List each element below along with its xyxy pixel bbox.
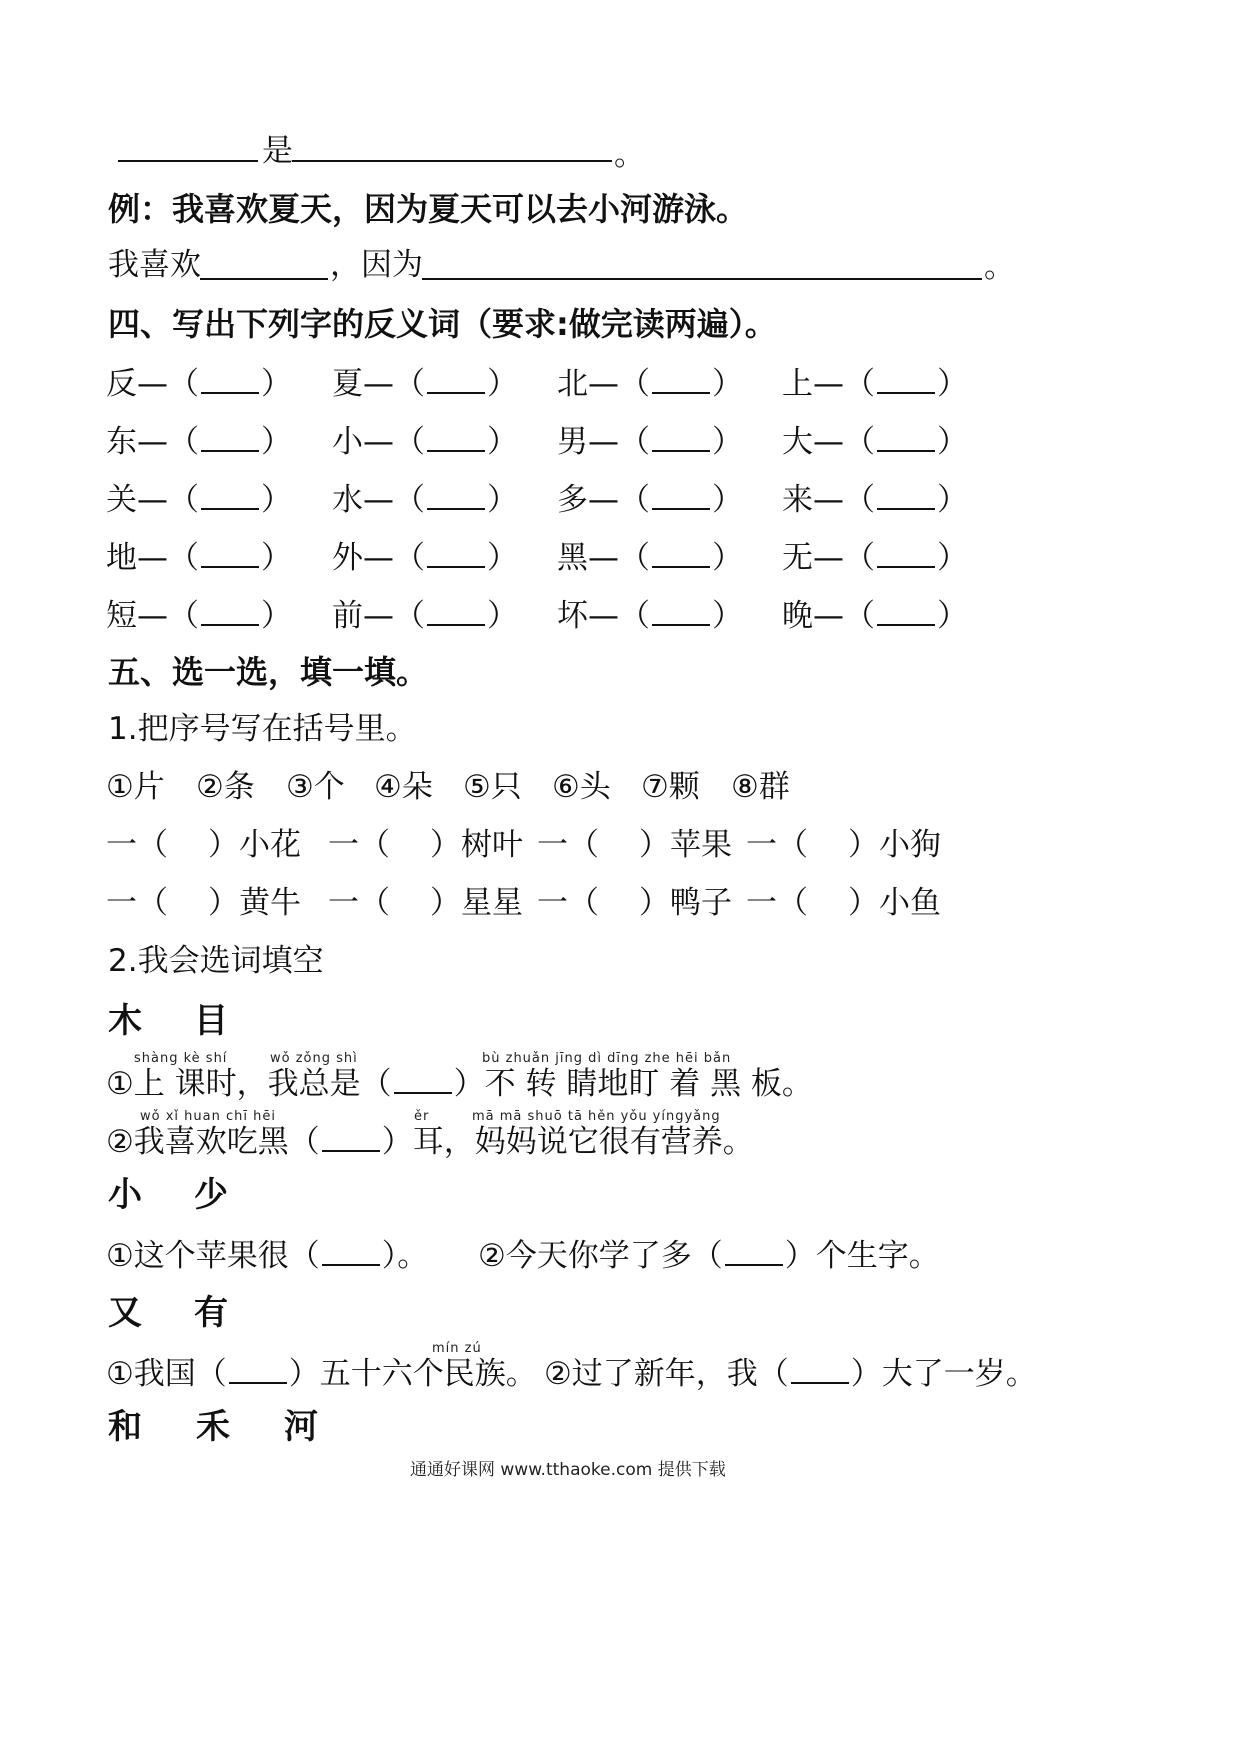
antonym-item	[106, 424, 292, 458]
one-char: 一	[106, 885, 137, 921]
paren: ）	[712, 540, 743, 576]
paren: ）	[487, 540, 518, 576]
paren: （	[619, 366, 650, 402]
fill-blank-you-1[interactable]	[229, 1356, 287, 1384]
antonym-char: 水	[332, 482, 363, 518]
antonym-item	[332, 540, 518, 574]
measure-word-item	[106, 827, 301, 863]
antonym-item	[782, 424, 968, 458]
sentence-mu-1-c: 不 转 睛地盯 着 黑 板。	[484, 1066, 813, 1102]
one-char: 一	[106, 827, 137, 863]
antonym-dash: —	[588, 424, 619, 460]
one-char: 一	[746, 885, 777, 921]
paren: ）	[261, 598, 292, 634]
antonym-blank[interactable]	[201, 598, 259, 626]
antonym-char: 大	[782, 424, 813, 460]
antonym-blank[interactable]	[427, 482, 485, 510]
word-mu: 木	[108, 1001, 142, 1041]
antonym-item	[557, 598, 743, 632]
antonym-blank[interactable]	[877, 424, 935, 452]
antonym-char: 坏	[557, 598, 588, 634]
fill-blank-mu-1[interactable]	[394, 1066, 452, 1094]
section4-title: 四、写出下列字的反义词（要求:做完读两遍）。	[108, 305, 777, 343]
antonym-blank[interactable]	[652, 424, 710, 452]
like-prefix: 我喜欢	[108, 247, 201, 283]
one-char: 一	[537, 827, 568, 863]
measure-word-option: ⑧群	[731, 769, 790, 805]
antonym-char: 男	[557, 424, 588, 460]
paren: （	[168, 598, 199, 634]
antonym-dash: —	[137, 482, 168, 518]
paren: ）	[208, 827, 239, 863]
antonym-dash: —	[363, 598, 394, 634]
paren: （	[777, 827, 808, 863]
measure-word-option: ⑦颗	[641, 769, 700, 805]
because-text: ，因为	[330, 247, 423, 283]
antonym-dash: —	[363, 366, 394, 402]
noun-word: 小狗	[879, 827, 941, 863]
paren: ）	[639, 885, 670, 921]
paren: ）	[261, 482, 292, 518]
paren: ）	[430, 885, 461, 921]
paren: （	[568, 885, 599, 921]
paren: ）	[261, 366, 292, 402]
antonym-blank[interactable]	[877, 482, 935, 510]
antonym-char: 夏	[332, 366, 363, 402]
pinyin-1b: wǒ zǒng shì	[270, 1051, 358, 1066]
pinyin-1a: shàng kè shí	[134, 1051, 228, 1066]
sentence-mu-2-c: 耳，妈妈说它很有营养。	[412, 1124, 754, 1160]
section5-title: 五、选一选，填一填。	[108, 653, 429, 691]
measure-word-option: ⑤只	[463, 769, 522, 805]
pinyin-2b: ěr	[414, 1109, 430, 1124]
antonym-item	[106, 366, 292, 400]
fill-blank-xiao-2[interactable]	[725, 1238, 783, 1266]
antonym-dash: —	[137, 366, 168, 402]
word-mu-eye: 目	[194, 1001, 228, 1041]
antonym-blank[interactable]	[427, 540, 485, 568]
antonym-dash: —	[137, 424, 168, 460]
antonym-char: 东	[106, 424, 137, 460]
fill-blank-mu-2[interactable]	[322, 1124, 380, 1152]
antonym-dash: —	[813, 366, 844, 402]
paren: ）	[430, 827, 461, 863]
paren: ）	[937, 424, 968, 460]
antonym-blank[interactable]	[652, 598, 710, 626]
pinyin-minzu: mín zú	[432, 1341, 482, 1356]
paren: （	[619, 424, 650, 460]
paren: ）	[712, 424, 743, 460]
antonym-item	[557, 366, 743, 400]
antonym-dash: —	[813, 482, 844, 518]
antonym-char: 小	[332, 424, 363, 460]
sentence-xiao-2-a: ②今天你学了多	[478, 1238, 692, 1274]
antonym-char: 外	[332, 540, 363, 576]
pinyin-2c: mā mā shuō tā hěn yǒu yíngyǎng	[472, 1109, 721, 1124]
paren: ）	[487, 598, 518, 634]
one-char: 一	[537, 885, 568, 921]
paren: ）	[848, 827, 879, 863]
word-he-and: 和	[108, 1407, 142, 1447]
measure-word-option: ③个	[286, 769, 345, 805]
antonym-blank[interactable]	[427, 424, 485, 452]
paren: ）	[937, 598, 968, 634]
sentence-xiao-2-b: 个生字。	[815, 1238, 940, 1274]
antonym-item	[557, 482, 743, 516]
paren: （	[844, 540, 875, 576]
sentence-xiao-1-a: ①这个苹果很	[106, 1238, 289, 1274]
antonym-char: 地	[106, 540, 137, 576]
paren: （	[168, 482, 199, 518]
noun-word: 小鱼	[879, 885, 941, 921]
antonym-dash: —	[363, 424, 394, 460]
antonym-dash: —	[813, 540, 844, 576]
fill-blank-you-2[interactable]	[791, 1356, 849, 1384]
antonym-dash: —	[363, 482, 394, 518]
paren: （	[844, 482, 875, 518]
antonym-blank[interactable]	[201, 366, 259, 394]
antonym-dash: —	[588, 482, 619, 518]
paren: （	[168, 540, 199, 576]
word-he-grain: 禾	[196, 1407, 230, 1447]
measure-word-item	[746, 827, 941, 863]
sentence-you-1-a: ①我国	[106, 1356, 196, 1392]
noun-word: 鸭子	[670, 885, 732, 921]
paren: （	[394, 482, 425, 518]
paren: （	[168, 366, 199, 402]
sentence-xiao-2: ②今天你学了多（ ）个生字。	[478, 1238, 940, 1274]
noun-word: 黄牛	[239, 885, 301, 921]
measure-word-item	[537, 885, 732, 921]
antonym-blank[interactable]	[877, 540, 935, 568]
paren: （	[394, 598, 425, 634]
paren: （	[619, 482, 650, 518]
antonym-blank[interactable]	[877, 366, 935, 394]
antonym-blank[interactable]	[201, 540, 259, 568]
antonym-blank[interactable]	[201, 424, 259, 452]
q2-instruction: 2.我会选词填空	[108, 943, 324, 979]
antonym-blank[interactable]	[877, 598, 935, 626]
one-char: 一	[328, 827, 359, 863]
sentence-you-2: ②过了新年，我（ ）大了一岁。	[544, 1356, 1037, 1392]
antonym-blank[interactable]	[427, 598, 485, 626]
antonym-blank[interactable]	[652, 482, 710, 510]
word-shao: 少	[194, 1175, 228, 1215]
measure-word-item	[106, 885, 301, 921]
antonym-char: 短	[106, 598, 137, 634]
paren: ）	[712, 598, 743, 634]
noun-word: 树叶	[461, 827, 523, 863]
word-xiao: 小	[108, 1175, 142, 1215]
word-you-have: 有	[194, 1293, 228, 1333]
paren: ）	[712, 482, 743, 518]
antonym-dash: —	[363, 540, 394, 576]
antonym-char: 关	[106, 482, 137, 518]
text-shi: 是	[262, 133, 293, 169]
pinyin-2a: wǒ xǐ huan chī hēi	[140, 1109, 276, 1124]
paren: （	[359, 827, 390, 863]
antonym-item	[332, 366, 518, 400]
antonym-blank[interactable]	[427, 366, 485, 394]
antonym-char: 前	[332, 598, 363, 634]
antonym-item	[332, 482, 518, 516]
antonym-item	[332, 598, 518, 632]
sentence-xiao-1-b: 。	[397, 1238, 429, 1274]
paren: （	[137, 885, 168, 921]
sentence-mu-2-b: 我喜欢吃黑	[133, 1124, 289, 1160]
period-2: 。	[984, 249, 1015, 285]
measure-word-option: ④朵	[374, 769, 433, 805]
paren: （	[394, 424, 425, 460]
period-1: 。	[614, 137, 645, 173]
antonym-item	[557, 540, 743, 574]
answer-blank-2[interactable]	[292, 160, 612, 162]
paren: ）	[487, 424, 518, 460]
antonym-item	[782, 482, 968, 516]
antonym-dash: —	[588, 598, 619, 634]
antonym-char: 来	[782, 482, 813, 518]
antonym-char: 晚	[782, 598, 813, 634]
one-char: 一	[328, 885, 359, 921]
noun-word: 苹果	[670, 827, 732, 863]
sentence-mu-1-a: ①	[106, 1066, 134, 1102]
paren: ）	[937, 540, 968, 576]
paren: （	[394, 366, 425, 402]
measure-word-item	[746, 885, 941, 921]
measure-word-item	[328, 885, 523, 921]
antonym-item	[782, 366, 968, 400]
sentence-mu-1: ①上 课时，我总是（ ）不 转 睛地盯 着 黑 板。	[106, 1066, 813, 1102]
antonym-char: 多	[557, 482, 588, 518]
footer-source: 通通好课网 www.tthaoke.com 提供下载	[410, 1460, 726, 1480]
paren: （	[168, 424, 199, 460]
answer-blank-because[interactable]	[422, 278, 982, 280]
antonym-blank[interactable]	[652, 366, 710, 394]
antonym-char: 反	[106, 366, 137, 402]
paren: （	[619, 598, 650, 634]
answer-blank-1[interactable]	[118, 160, 258, 162]
antonym-blank[interactable]	[201, 482, 259, 510]
paren: （	[394, 540, 425, 576]
antonym-char: 无	[782, 540, 813, 576]
antonym-dash: —	[813, 598, 844, 634]
paren: ）	[712, 366, 743, 402]
paren: （	[568, 827, 599, 863]
sentence-xiao-1: ①这个苹果很（ ）。	[106, 1238, 429, 1274]
antonym-char: 上	[782, 366, 813, 402]
paren: ）	[937, 482, 968, 518]
sentence-mu-1-b: 上 课时，我总是	[133, 1066, 361, 1102]
paren: （	[137, 827, 168, 863]
paren: ）	[208, 885, 239, 921]
paren: ）	[937, 366, 968, 402]
measure-word-option: ②条	[196, 769, 255, 805]
paren: ）	[848, 885, 879, 921]
sentence-mu-2: ②我喜欢吃黑（ ）耳，妈妈说它很有营养。	[106, 1124, 754, 1160]
noun-word: 小花	[239, 827, 301, 863]
antonym-dash: —	[588, 366, 619, 402]
sentence-you-1-b: 五十六个民族。	[319, 1356, 537, 1392]
measure-word-item	[537, 827, 732, 863]
paren: （	[777, 885, 808, 921]
sentence-you-2-a: ②过了新年，我	[544, 1356, 758, 1392]
sentence-you-1: ①我国（ ）五十六个民族。	[106, 1356, 537, 1392]
fill-blank-xiao-1[interactable]	[322, 1238, 380, 1266]
paren: ）	[261, 424, 292, 460]
antonym-item	[782, 540, 968, 574]
paren: （	[619, 540, 650, 576]
antonym-item	[106, 482, 292, 516]
paren: ）	[261, 540, 292, 576]
measure-word-option: ①片	[106, 769, 165, 805]
antonym-char: 黑	[557, 540, 588, 576]
antonym-dash: —	[588, 540, 619, 576]
sentence-mu-2-a: ②	[106, 1124, 134, 1160]
measure-word-item	[328, 827, 523, 863]
antonym-char: 北	[557, 366, 588, 402]
antonym-item	[106, 540, 292, 574]
paren: （	[844, 366, 875, 402]
antonym-dash: —	[137, 598, 168, 634]
antonym-blank[interactable]	[652, 540, 710, 568]
paren: （	[844, 598, 875, 634]
word-he-river: 河	[284, 1407, 318, 1447]
antonym-item	[106, 598, 292, 632]
example-sentence: 例：我喜欢夏天，因为夏天可以去小河游泳。	[108, 190, 749, 228]
paren: （	[844, 424, 875, 460]
sentence-you-2-b: 大了一岁。	[881, 1356, 1037, 1392]
antonym-item	[557, 424, 743, 458]
paren: ）	[487, 366, 518, 402]
paren: ）	[639, 827, 670, 863]
noun-word: 星星	[461, 885, 523, 921]
antonym-dash: —	[137, 540, 168, 576]
paren: ）	[487, 482, 518, 518]
measure-word-option: ⑥头	[552, 769, 611, 805]
paren: （	[359, 885, 390, 921]
q1-instruction: 1.把序号写在括号里。	[108, 711, 417, 747]
antonym-item	[782, 598, 968, 632]
pinyin-1c: bù zhuǎn jīng dì dīng zhe hēi bǎn	[482, 1051, 732, 1066]
antonym-dash: —	[813, 424, 844, 460]
antonym-item	[332, 424, 518, 458]
word-you-again: 又	[108, 1293, 142, 1333]
one-char: 一	[746, 827, 777, 863]
answer-blank-like[interactable]	[200, 278, 328, 280]
